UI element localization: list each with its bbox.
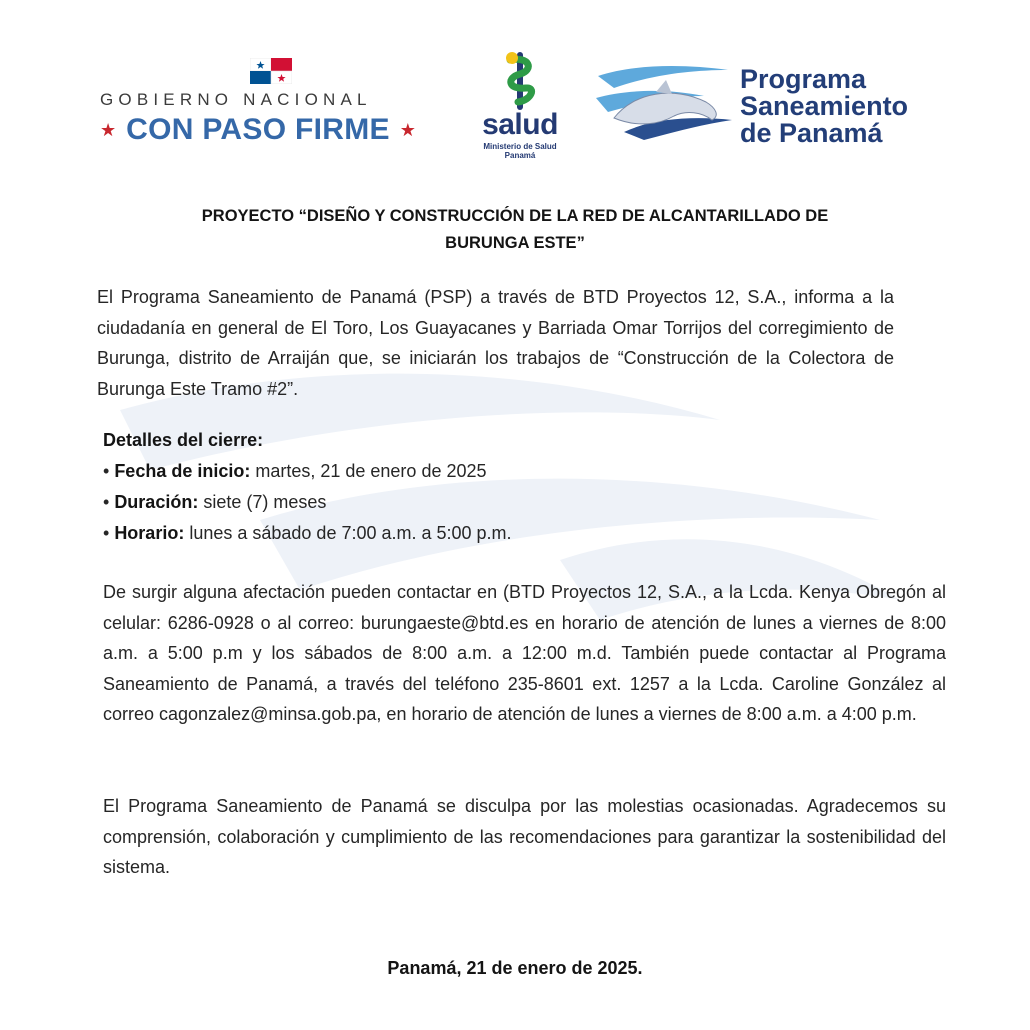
caduceus-icon xyxy=(500,48,540,112)
gobierno-nacional-logo xyxy=(100,58,445,153)
dolphin-icon xyxy=(594,62,734,142)
page-title: PROYECTO “DISEÑO Y CONSTRUCCIÓN DE LA RED DE ALCANTARILLADO DE BURUNGA ESTE” xyxy=(201,207,829,252)
programa-saneamiento-text: Programa Saneamiento de Panamá xyxy=(740,64,909,148)
closure-details xyxy=(103,425,703,549)
salud-wordmark: salud xyxy=(482,108,558,141)
details-heading: Detalles del cierre: xyxy=(103,430,264,450)
salud-subtitle: Ministerio de Salud Panamá xyxy=(483,142,557,160)
detail-item-fecha: • Fecha de inicio: martes, 21 de enero de 2025 xyxy=(103,461,487,481)
ministerio-salud-logo xyxy=(470,48,570,158)
closing-paragraph: El Programa Saneamiento de Panamá se disculpa por las molestias ocasionadas. Agradecemos su comprensión, colaboración y cumplimiento de las recomendaciones para garantizar la sostenibilidad del sistema. xyxy=(103,796,946,877)
signoff-date: Panamá, 21 de enero de 2025. xyxy=(387,958,643,978)
star-icon: ★ xyxy=(399,119,416,140)
programa-saneamiento-logo xyxy=(594,62,934,152)
panama-flag-icon xyxy=(250,58,292,84)
contact-paragraph: De surgir alguna afectación pueden contactar en (BTD Proyectos 12, S.A., a la Lcda. Kenya Obregón al celular: 6286-0928 o al correo: burungaeste@btd.es en horario de atención de lunes a viernes de 8:00 a.m. a 5:00 p.m y los sábados de 8:00 a.m. a 12:00 m.d. También puede contactar al Programa Saneamiento de Panamá, a través del teléfono 235-8601 ext. 1257 a la Lcda. Caroline González al correo cagonzalez@minsa.gob.pa, en horario de atención de lunes a viernes de 8:00 a.m. a 4:00 p.m. xyxy=(103,582,946,724)
gobierno-nacional-text: GOBIERNO NACIONAL xyxy=(100,90,372,109)
star-icon: ★ xyxy=(100,119,117,140)
intro-paragraph: El Programa Saneamiento de Panamá (PSP) a través de BTD Proyectos 12, S.A., informa a la ciudadanía en general de El Toro, Los Guayacanes y Barriada Omar Torrijos del corregimiento de Burunga, distrito de Arraiján que, se iniciarán los trabajos de “Construcción de la Colectora de Burunga Este Tramo #2”. xyxy=(97,287,894,399)
detail-item-horario: • Horario: lunes a sábado de 7:00 a.m. a 5:00 p.m. xyxy=(103,523,512,543)
detail-item-duracion: • Duración: siete (7) meses xyxy=(103,492,327,512)
motto-text: CON PASO FIRME xyxy=(126,113,390,146)
motto-row xyxy=(100,113,445,147)
